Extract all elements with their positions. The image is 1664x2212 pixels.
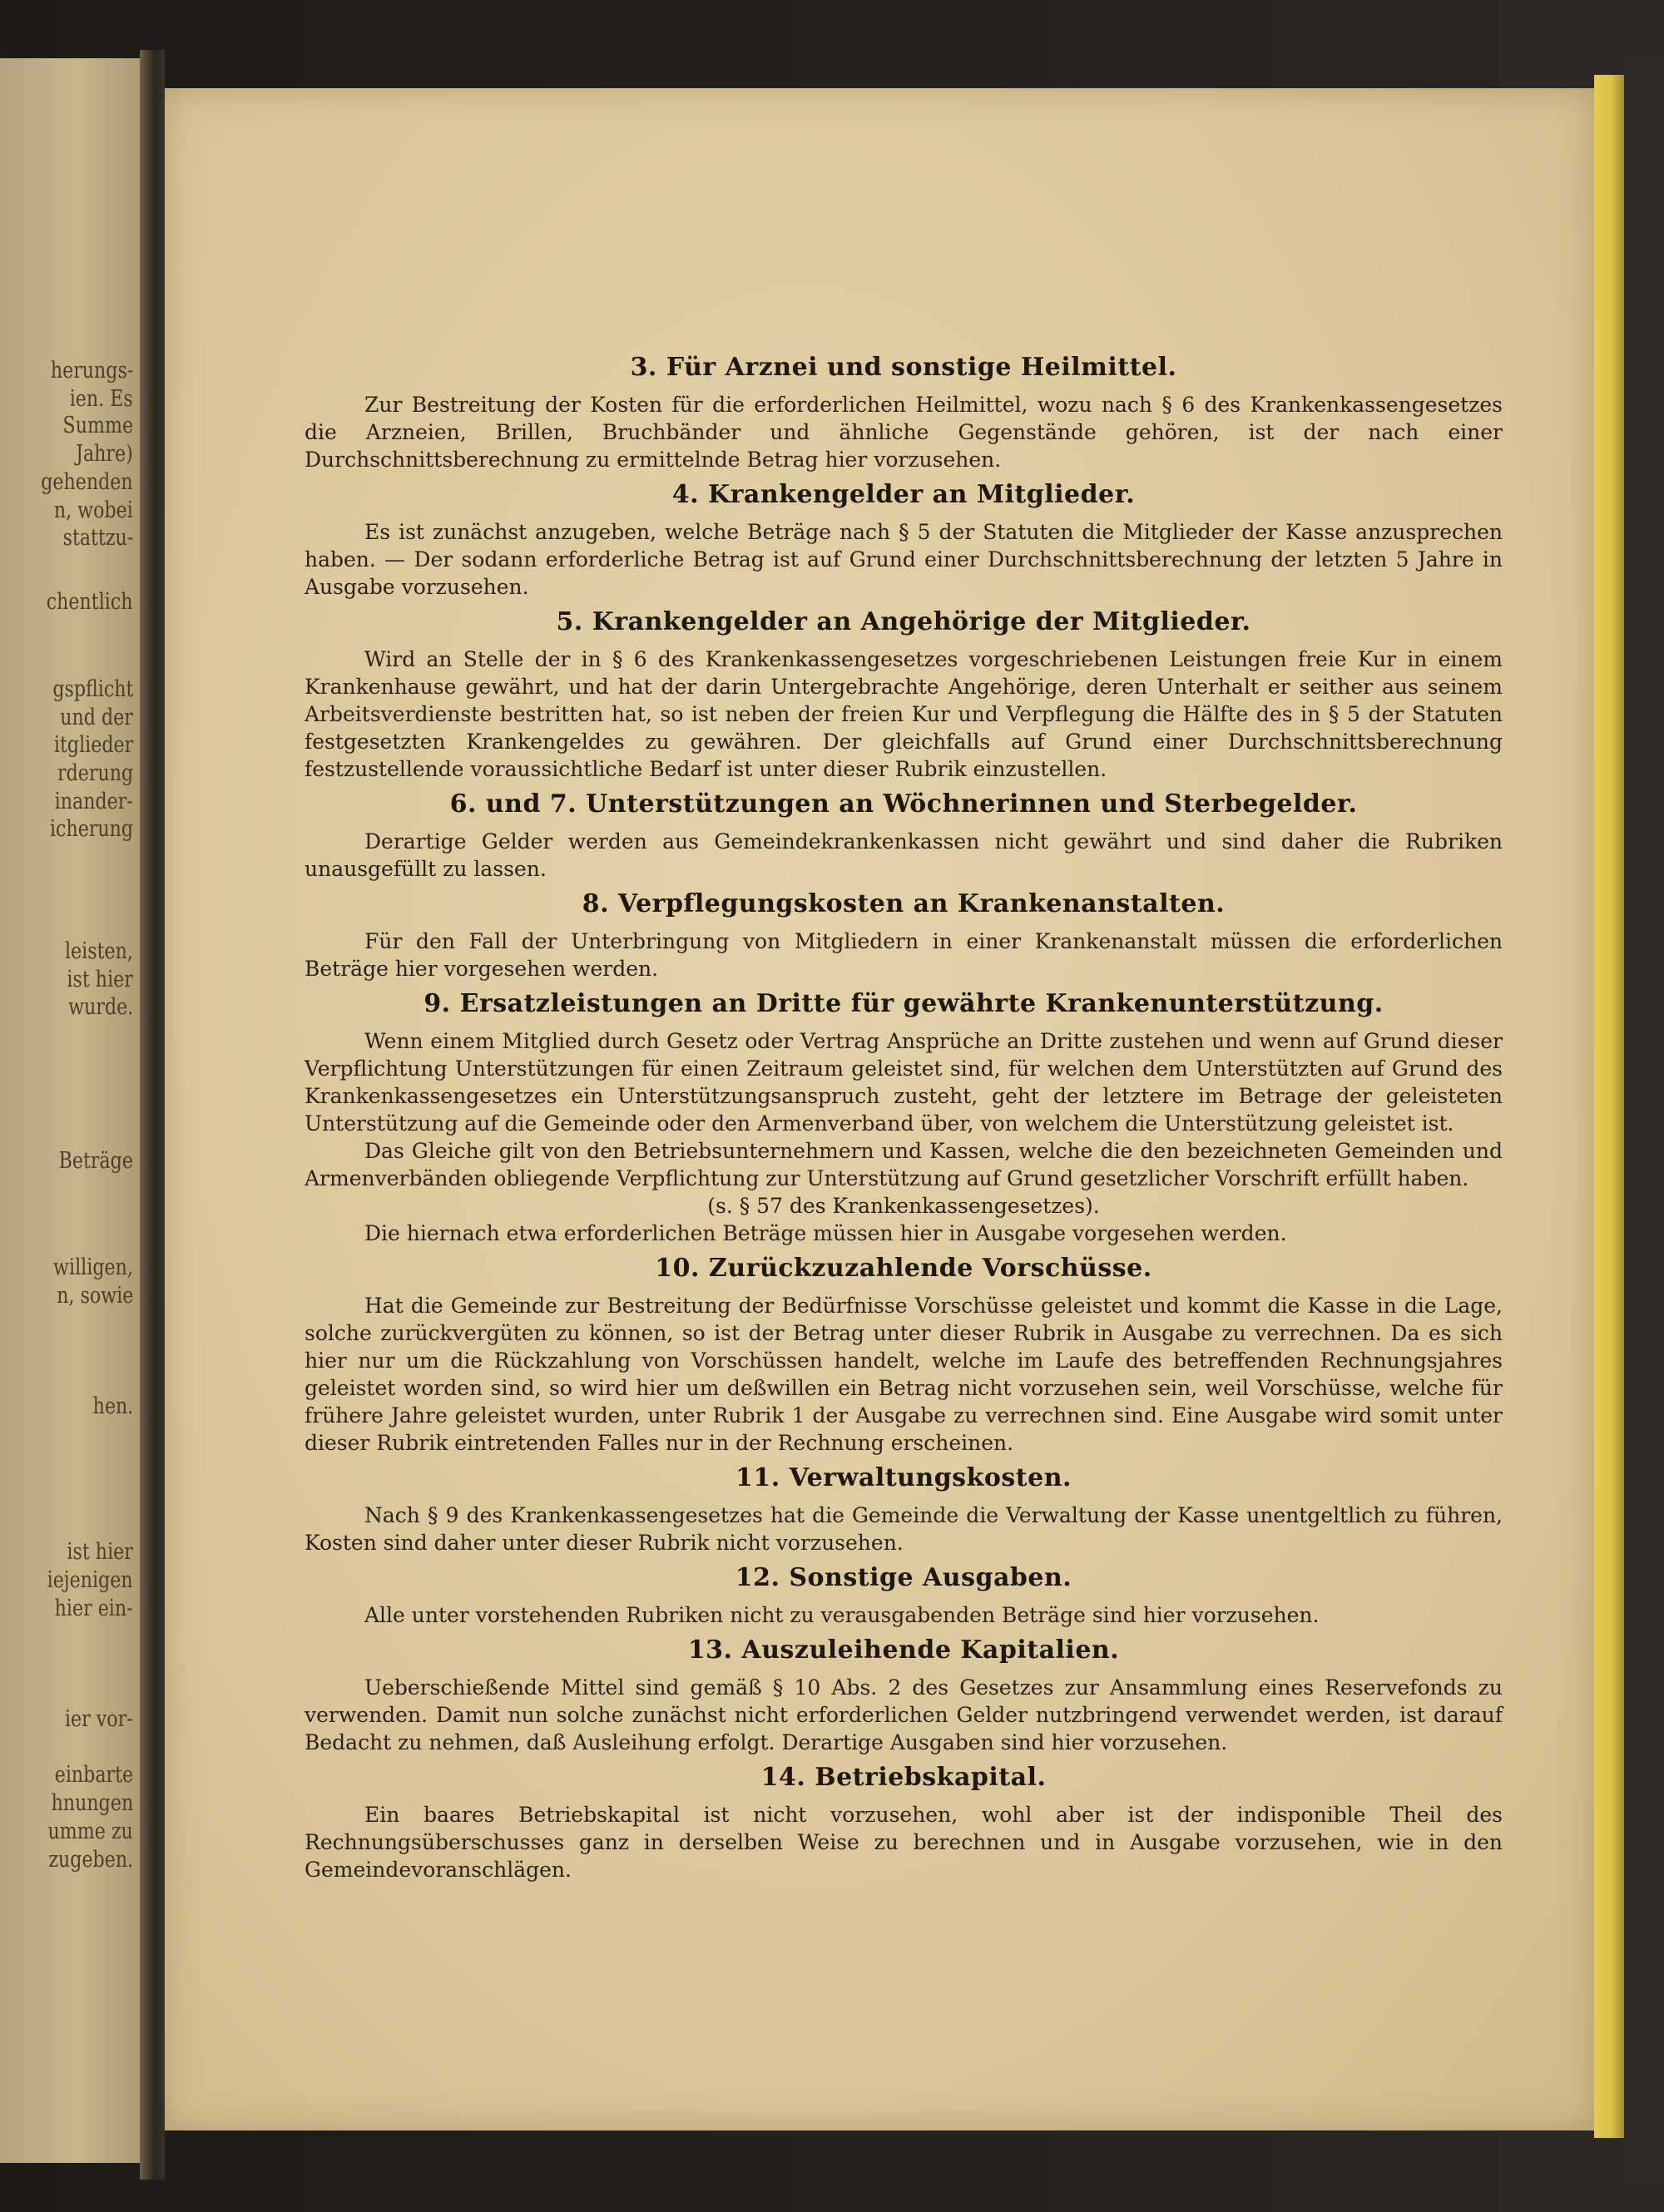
book-cover-edge [1624,58,1664,2188]
section-12 [305,1561,1503,1629]
section-13 [305,1634,1503,1756]
left-page-fragment: ist hier [67,1539,133,1565]
section-10 [305,1252,1503,1457]
section-heading: 13. Auszuleihende Kapitalien. [687,1635,1120,1665]
section-6-7 [305,788,1503,883]
section-5 [305,606,1503,783]
section-heading: 9. Ersatzleistungen an Dritte für gewährte Krankenunterstützung. [423,989,1384,1018]
section-paragraph: Zur Bestreitung der Kosten für die erforderlichen Heilmittel, wozu nach § 6 des Krankenkassengesetzes die Arzneien, Brillen, Bruchbänder und ähnliche Gegenstände gehören, ist der nach einer Durchschnittsberechnung zu ermittelnde Betrag hier vorzusehen. [305,393,1503,472]
left-page-fragment: rderung [57,760,133,786]
section-heading: 14. Betriebskapital. [760,1763,1047,1792]
left-page-fragment: ier vor- [65,1706,133,1732]
section-paragraph: Für den Fall der Unterbringung von Mitgliedern in einer Krankenanstalt müssen die erforderlichen Beträge hier vorgesehen werden. [305,929,1503,981]
left-page-fragment: hen. [92,1393,133,1419]
left-page-fragment: zugeben. [48,1847,133,1873]
section-paragraph: Ueberschießende Mittel sind gemäß § 10 Abs. 2 des Gesetzes zur Ansammlung eines Reservefonds zu verwenden. Damit nun solche zunächst nicht erforderlichen Gelder nutzbringend verwendet werden, ist darauf Bedacht zu nehmen, daß Ausleihung erfolgt. Derartige Ausgaben sind hier vorzusehen. [305,1675,1503,1754]
section-heading: 5. Krankengelder an Angehörige der Mitglieder. [556,607,1251,636]
section-heading: 6. und 7. Unterstützungen an Wöchnerinnen und Sterbegelder. [449,789,1358,819]
left-page-fragment: herungs- [50,358,133,384]
left-page-fragment: n, sowie [56,1283,133,1309]
left-page-fragment: wurde. [67,994,133,1020]
section-paragraph: Die hiernach etwa erforderlichen Beträge müssen hier in Ausgabe vorgesehen werden. [364,1221,1287,1245]
section-14 [305,1761,1503,1883]
left-page-fragment: leisten, [65,938,133,964]
left-page-fragment: ien. Es [69,386,133,412]
section-paragraph: Ein baares Betriebskapital ist nicht vorzusehen, wohl aber ist der indisponible Theil des Rechnungsüberschusses ganz in derselben Weise zu berechnen und in Ausgabe vorzusehen, wie in den Gemeindevoranschlägen. [305,1803,1503,1882]
legal-reference-note: (s. § 57 des Krankenkassengesetzes). [707,1194,1100,1218]
left-page-fragment: ist hier [67,967,133,992]
page-edge-gilt [1594,75,1624,2138]
section-heading: 4. Krankengelder an Mitglieder. [671,480,1136,509]
document-page [165,88,1594,2130]
section-paragraph: Das Gleiche gilt von den Betriebsunternehmern und Kassen, welche die den bezeichneten Gemeinden und Armenverbänden obliegende Verpflichtung zur Unterstützung auf Grund gesetzlicher Vorschrift erfüllt haben. [305,1139,1503,1190]
left-page-fragment: stattzu- [62,525,133,551]
page-text [305,351,1503,1885]
section-9 [305,987,1503,1247]
section-heading: 3. Für Arznei und sonstige Heilmittel. [630,353,1177,382]
section-heading: 8. Verpflegungskosten an Krankenanstalten. [582,889,1226,918]
book-gutter [140,50,165,2180]
left-page-fragment: itglieder [53,732,133,758]
section-paragraph: Hat die Gemeinde zur Bestreitung der Bedürfnisse Vorschüsse geleistet und kommt die Kasse in die Lage, solche zurückvergüten zu können, so ist der Betrag unter dieser Rubrik in Ausgabe zu verrechnen. Da es sich hier nur um die Rückzahlung von Vorschüssen handelt, welche im Laufe des betreffenden Rechnungsjahres geleistet worden sind, so wird hier um deßwillen ein Betrag nicht vorzusehen sein, weil Vorschüsse, welche für frühere Jahre geleistet wurden, unter Rubrik 1 der Ausgabe zu verrechnen sind. Eine Ausgabe wird somit unter dieser Rubrik eintretenden Falles nur in der Rechnung erscheinen. [305,1294,1503,1455]
section-paragraph: Wenn einem Mitglied durch Gesetz oder Vertrag Ansprüche an Dritte zustehen und wenn auf Grund dieser Verpflichtung Unterstützungen für einen Zeitraum geleistet sind, für welchen dem Unterstützten auf Grund des Krankenkassengesetzes ein Unterstützungsanspruch zusteht, geht der letztere im Betrage der geleisteten Unterstützung auf die Gemeinde oder den Armenverband über, von welchem die Unterstützung geleistet ist. [305,1029,1503,1136]
left-page-fragment: gspflicht [52,676,133,702]
left-page-fragment: inander- [54,789,133,814]
section-3 [305,351,1503,473]
left-page-fragment: und der [60,705,133,730]
section-paragraph: Wird an Stelle der in § 6 des Krankenkassengesetzes vorgeschriebenen Leistungen freie Kur in einem Krankenhause gewährt, und hat der darin Untergebrachte Angehörige, deren Unterhalt er seither aus seinem Arbeitsverdienste bestritten hat, so ist neben der freien Kur und Verpflegung die Hälfte des in § 5 der Statuten festgesetzten Krankengeldes zu gewähren. Der gleichfalls auf Grund einer Durchschnittsberechnung festzustellende voraussichtliche Bedarf ist unter dieser Rubrik einzustellen. [305,647,1503,781]
left-page-fragment: icherung [49,816,133,842]
section-paragraph: Alle unter vorstehenden Rubriken nicht zu verausgabenden Beträge sind hier vorzusehen. [364,1603,1320,1627]
left-facing-page [0,58,140,2163]
left-page-fragment: willigen, [53,1254,133,1280]
section-11 [305,1462,1503,1556]
section-heading: 11. Verwaltungskosten. [735,1463,1072,1492]
section-heading: 10. Zurückzuzahlende Vorschüsse. [655,1254,1152,1283]
section-paragraph: Es ist zunächst anzugeben, welche Beträge nach § 5 der Statuten die Mitglieder der Kasse anzusprechen haben. — Der sodann erforderliche Betrag ist auf Grund einer Durchschnittsberechnung der letzten 5 Jahre in Ausgabe vorzusehen. [305,520,1503,599]
left-page-fragment: iejenigen [47,1567,133,1593]
left-page-fragment: Jahre) [76,441,133,467]
left-page-fragment: chentlich [47,589,133,615]
left-page-fragment: hnungen [51,1790,133,1816]
left-page-fragment: umme zu [47,1819,133,1844]
left-page-fragment: einbarte [54,1762,133,1788]
left-page-fragment: Beträge [58,1148,133,1174]
section-4 [305,478,1503,601]
section-paragraph: Derartige Gelder werden aus Gemeindekrankenkassen nicht gewährt und sind daher die Rubriken unausgefüllt zu lassen. [305,829,1503,881]
section-paragraph: Nach § 9 des Krankenkassengesetzes hat die Gemeinde die Verwaltung der Kasse unentgeltlich zu führen, Kosten sind daher unter dieser Rubrik nicht vorzusehen. [305,1503,1503,1555]
section-8 [305,888,1503,982]
left-page-fragment: Summe [62,413,133,438]
left-page-fragment: n, wobei [54,497,133,523]
section-heading: 12. Sonstige Ausgaben. [735,1563,1072,1592]
left-page-fragment: hier ein- [55,1596,133,1621]
left-page-fragment: gehenden [41,469,133,495]
